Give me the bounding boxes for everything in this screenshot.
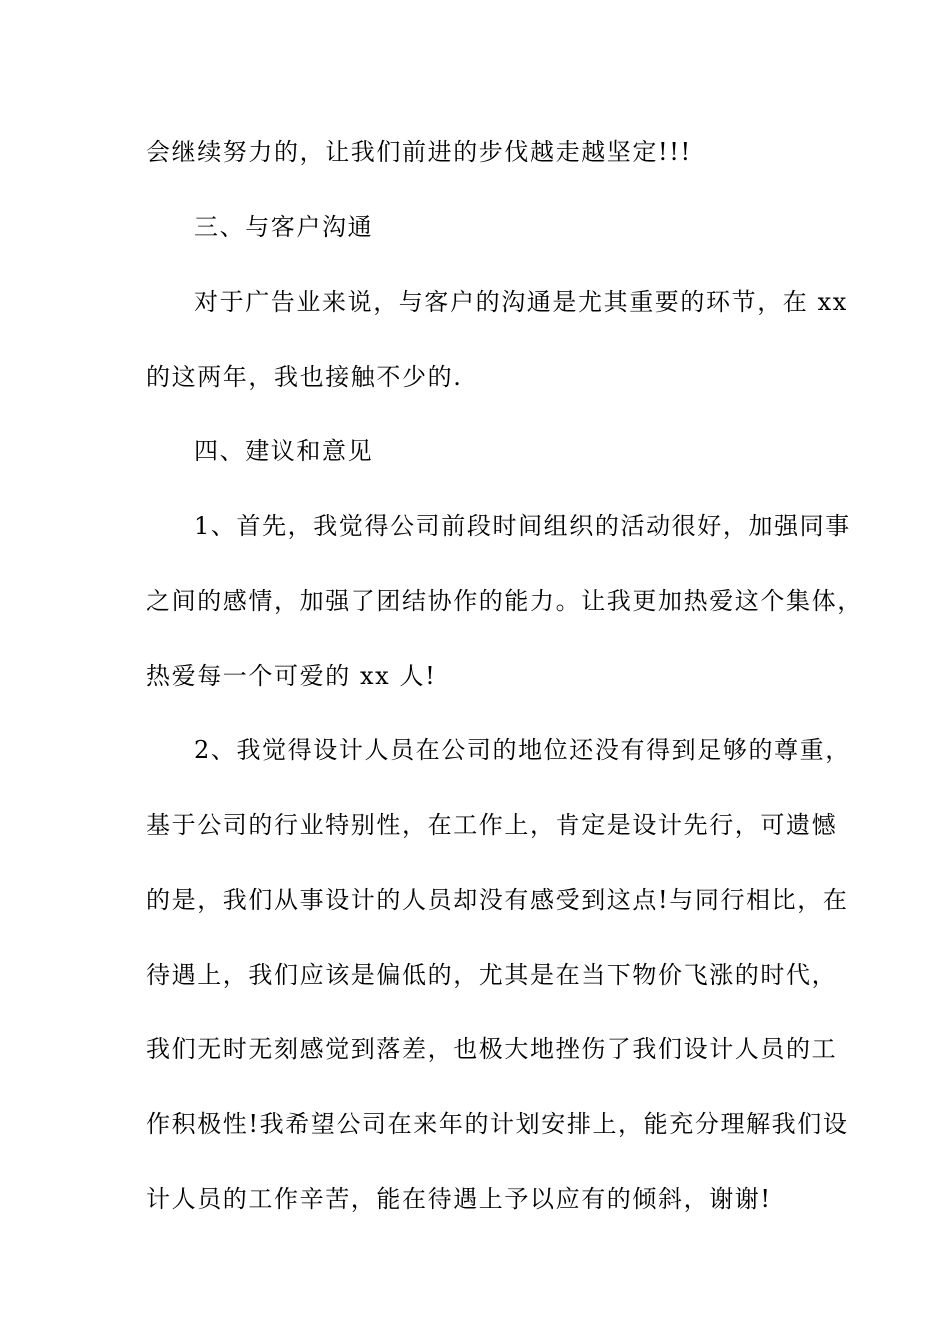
paragraph-line: 的是，我们从事设计的人员却没有感受到这点!与同行相比，在 [146,886,849,914]
paragraph-line: 作积极性!我希望公司在来年的计划安排上，能充分理解我们设 [146,1110,849,1138]
paragraph-line: 2、我觉得设计人员在公司的地位还没有得到足够的尊重， [194,736,851,764]
paragraph-line: 之间的感情，加强了团结协作的能力。让我更加热爱这个集体， [146,587,863,615]
section-heading-4: 四、建议和意见 [194,437,374,465]
paragraph-line: 计人员的工作辛苦，能在待遇上予以应有的倾斜，谢谢! [146,1185,772,1213]
text-line-continuation: 会继续努力的，让我们前进的步伐越走越坚定!!! [146,138,692,166]
paragraph-line: 基于公司的行业特别性，在工作上，肯定是设计先行，可遗憾 [146,811,838,839]
paragraph-line: 待遇上，我们应该是偏低的，尤其是在当下物价飞涨的时代， [146,961,838,989]
paragraph-line: 我们无时无刻感觉到落差，也极大地挫伤了我们设计人员的工 [146,1035,838,1063]
paragraph-line: 热爱每一个可爱的 xx 人! [146,662,437,690]
paragraph-line: 的这两年，我也接触不少的. [146,363,463,391]
section-heading-3: 三、与客户沟通 [194,213,374,241]
paragraph-line: 1、首先，我觉得公司前段时间组织的活动很好，加强同事 [194,512,851,540]
paragraph-line: 对于广告业来说，与客户的沟通是尤其重要的环节，在 xx [194,288,848,316]
